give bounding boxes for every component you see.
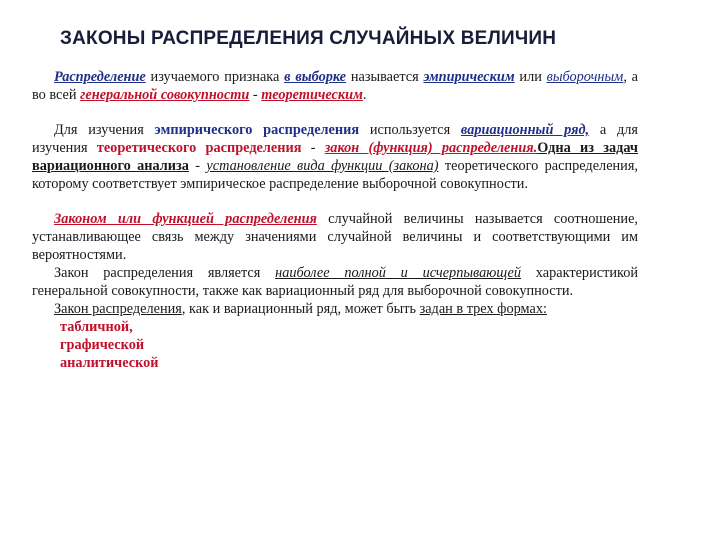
term-distribution: Распределение bbox=[54, 69, 146, 85]
paragraph-distribution-definition bbox=[32, 68, 638, 104]
text-fragment: характеристикой генеральной совокупности, также как вариационный ряд для выборочной совокупности. bbox=[32, 265, 638, 299]
paragraph-three-forms bbox=[32, 300, 638, 318]
slide-title: ЗАКОНЫ РАСПРЕДЕЛЕНИЯ СЛУЧАЙНЫХ ВЕЛИЧИН bbox=[60, 28, 557, 49]
text-fragment: . bbox=[362, 87, 367, 103]
text-fragment: Для изучения bbox=[54, 122, 155, 138]
term-in-sample: в выборке bbox=[284, 69, 347, 85]
term-sample: выборочным bbox=[546, 69, 624, 85]
term-distribution-function: Законом или функцией распределения bbox=[54, 211, 317, 227]
text-fragment: , а во всей bbox=[32, 69, 639, 103]
term-variation-series: вариационный ряд, bbox=[460, 122, 590, 138]
text-fragment: Закон распределения является bbox=[54, 265, 276, 281]
paragraph-law-characteristic bbox=[32, 264, 638, 300]
text-fragment: - bbox=[301, 140, 325, 156]
term-general-population: генеральной совокупности bbox=[80, 87, 250, 103]
text-fragment: - bbox=[249, 87, 262, 103]
list-item-analytical: аналитической bbox=[60, 355, 159, 371]
forms-list bbox=[32, 318, 638, 372]
text-fragment: - bbox=[188, 158, 207, 174]
term-theoretical-distribution: теоретического распределения bbox=[96, 140, 302, 156]
text-fragment: изучаемого признака bbox=[145, 69, 285, 85]
paragraph-study-methods bbox=[32, 121, 638, 193]
text-fragment: а для изучения bbox=[32, 122, 638, 156]
list-item-graphical: графической bbox=[60, 337, 145, 353]
term-variation-analysis-task: Одна из задач вариационного анализа bbox=[32, 140, 638, 174]
term-three-forms: задан в трех формах: bbox=[419, 301, 547, 317]
text-fragment: случайной величины называется соотношение, устанавливающее связь между значениями случайной величины и соответствующими им вероятностями. bbox=[32, 211, 638, 263]
slide-body bbox=[32, 68, 638, 372]
text-fragment: , как и вариационный ряд, может быть bbox=[181, 301, 420, 317]
term-most-complete: наиболее полной и исчерпывающей bbox=[275, 265, 522, 281]
term-law-of-distribution: Закон распределения bbox=[54, 301, 182, 317]
list-item-tabular: табличной, bbox=[60, 319, 133, 335]
term-empirical-distribution: эмпирического распределения bbox=[154, 122, 360, 138]
term-theoretical: теоретическим bbox=[261, 87, 363, 103]
text-fragment: используется bbox=[359, 122, 461, 138]
term-distribution-law: закон (функция) распределения. bbox=[324, 140, 538, 156]
text-fragment: называется bbox=[346, 69, 424, 85]
text-fragment: теоретического распределения, которому соответствует эмпирическое распределение выборочной совокупности. bbox=[32, 158, 638, 192]
text-fragment: или bbox=[514, 69, 547, 85]
term-empirical: эмпирическим bbox=[423, 69, 515, 85]
term-function-type: установление вида функции (закона) bbox=[206, 158, 439, 174]
paragraph-law-definition bbox=[32, 210, 638, 264]
